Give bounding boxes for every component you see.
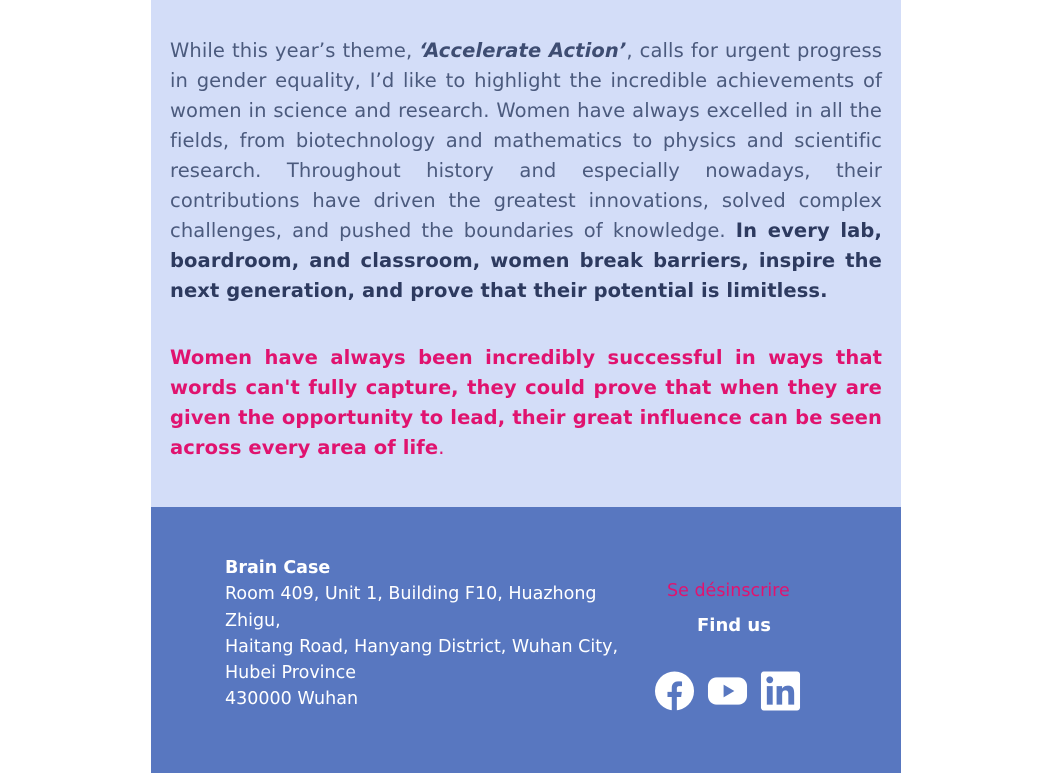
address-line-4: 430000 Wuhan xyxy=(225,689,359,710)
company-name: Brain Case xyxy=(225,558,331,578)
paragraph-intro xyxy=(170,36,882,306)
social-links xyxy=(654,670,801,714)
facebook-icon[interactable] xyxy=(654,670,695,712)
company-address xyxy=(225,555,645,713)
paragraph-highlight xyxy=(170,343,882,463)
highlight-end: . xyxy=(438,436,445,459)
address-line-1: Room 409, Unit 1, Building F10, Huazhong Zhigu, xyxy=(225,584,597,631)
footer xyxy=(151,507,901,773)
email-body xyxy=(151,0,901,773)
intro-text: While this year’s theme, xyxy=(170,39,420,62)
highlight-text: Women have always been incredibly successful in ways that words can't fully capture, they could prove that when they are given the opportunity to lead, their great influence can be seen across every area of life xyxy=(170,346,882,459)
find-us-label: Find us xyxy=(697,615,771,636)
content-section xyxy=(151,0,901,507)
theme-text: ‘Accelerate Action’ xyxy=(419,39,627,62)
linkedin-icon[interactable] xyxy=(760,670,801,712)
address-line-3: Hubei Province xyxy=(225,663,357,684)
body-text: , calls for urgent progress in gender equality, I’d like to highlight the incredible achievements of women in science and research. Women have always excelled in all the fields, from biotechnology and mathematics to physics and scientific research. Throughout history and especially nowadays, their contributions have driven the greatest innovations, solved complex challenges, and pushed the boundaries of knowledge. xyxy=(170,39,882,242)
unsubscribe-link[interactable]: Se désinscrire xyxy=(667,581,790,601)
youtube-icon[interactable] xyxy=(707,670,748,712)
emphasis-text: In every lab, boardroom, and classroom, women break barriers, inspire the next generation, and prove that their potential is limitless. xyxy=(170,219,883,302)
address-line-2: Haitang Road, Hanyang District, Wuhan City, xyxy=(225,636,619,657)
